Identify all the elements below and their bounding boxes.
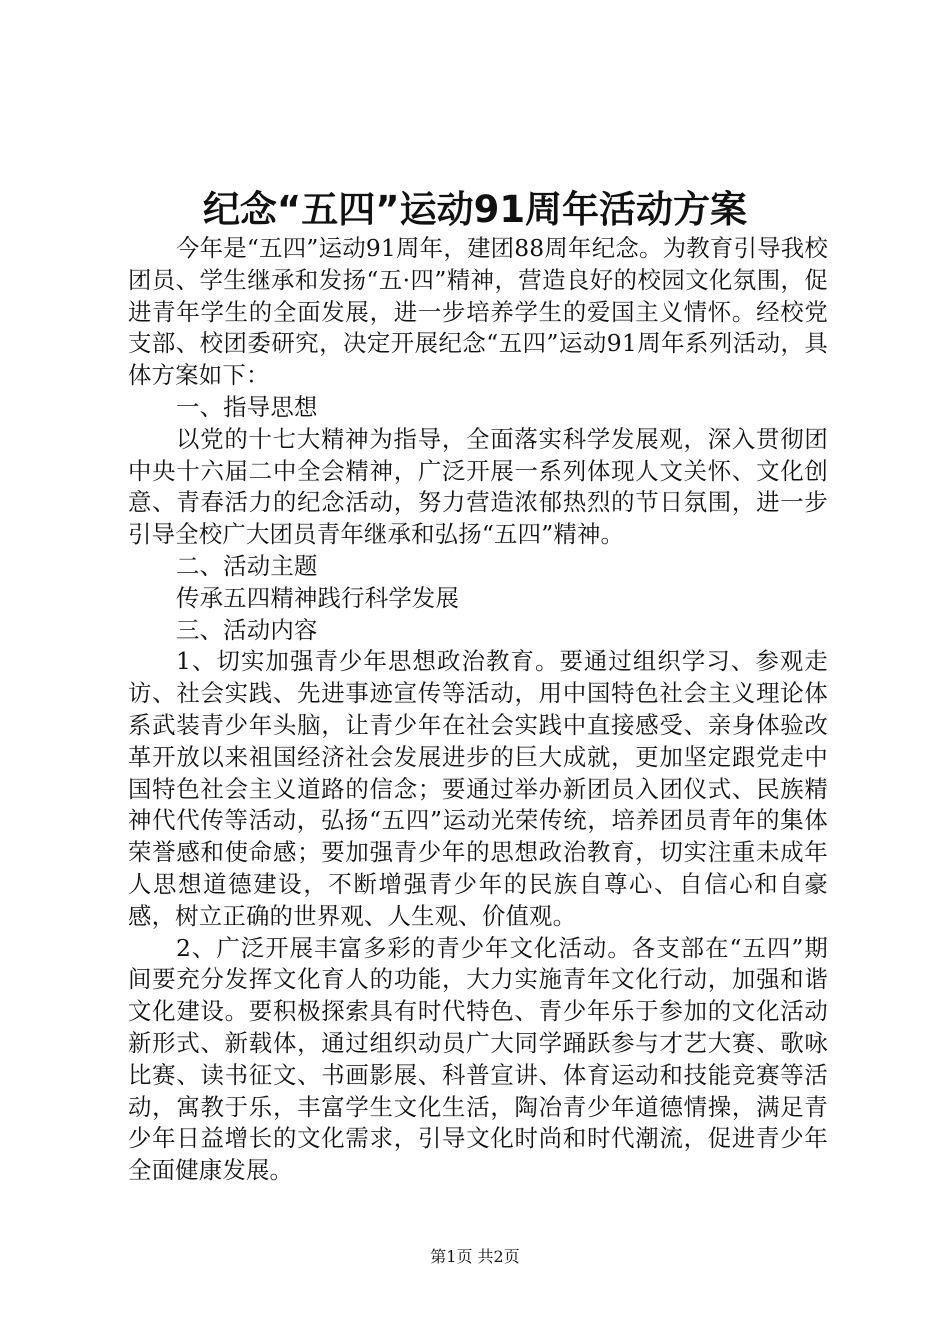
guiding-ideology-paragraph: 以党的十七大精神为指导，全面落实科学发展观，深入贯彻团中央十六届二中全会精神，广泛开展一系列体现人文关怀、文化创意、青春活力的纪念活动，努力营造浓郁热烈的节日氛围，进一步引导全校广大团员青年继承和弘扬“五四”精神。 [128, 424, 828, 549]
activity-theme-text: 传承五四精神践行科学发展 [176, 583, 460, 612]
document-title: 纪念“五四”运动91周年活动方案 [202, 188, 748, 231]
section-heading-activity-theme: 二、活动主题 [176, 551, 318, 580]
section-heading-guiding-ideology: 一、指导思想 [176, 392, 318, 421]
section-heading-activity-content: 三、活动内容 [176, 615, 318, 644]
intro-paragraph: 今年是“五四”运动91周年，建团88周年纪念。为教育引导我校团员、学生继承和发扬“五·四”精神，营造良好的校园文化氛围，促进青年学生的全面发展，进一步培养学生的爱国主义情怀。经校党支部、校团委研究，决定开展纪念“五四”运动91周年系列活动，具体方案如下： [128, 234, 828, 390]
document-body [128, 233, 828, 1187]
page-number-footer: 第1页 共2页 [430, 1247, 520, 1266]
activity-content-item-2: 2、广泛开展丰富多彩的青少年文化活动。各支部在“五四”期间要充分发挥文化育人的功能，大力实施青年文化行动，加强和谐文化建设。要积极探索具有时代特色、青少年乐于参加的文化活动新形式、新载体，通过组织动员广大同学踊跃参与才艺大赛、歌咏比赛、读书征文、书画影展、科普宣讲、体育运动和技能竞赛等活动，寓教于乐，丰富学生文化生活，陶冶青少年道德情操，满足青少年日益增长的文化需求，引导文化时尚和时代潮流，促进青少年全面健康发展。 [128, 933, 828, 1185]
activity-content-item-1: 1、切实加强青少年思想政治教育。要通过组织学习、参观走访、社会实践、先进事迹宣传等活动，用中国特色社会主义理论体系武装青少年头脑，让青少年在社会实践中直接感受、亲身体验改革开放以来祖国经济社会发展进步的巨大成就，更加坚定跟党走中国特色社会主义道路的信念；要通过举办新团员入团仪式、民族精神代代传等活动，弘扬“五四”运动光荣传统，培养团员青年的集体荣誉感和使命感；要加强青少年的思想政治教育，切实注重未成年人思想道德建设，不断增强青少年的民族自尊心、自信心和自豪感，树立正确的世界观、人生观、价值观。 [128, 647, 828, 930]
